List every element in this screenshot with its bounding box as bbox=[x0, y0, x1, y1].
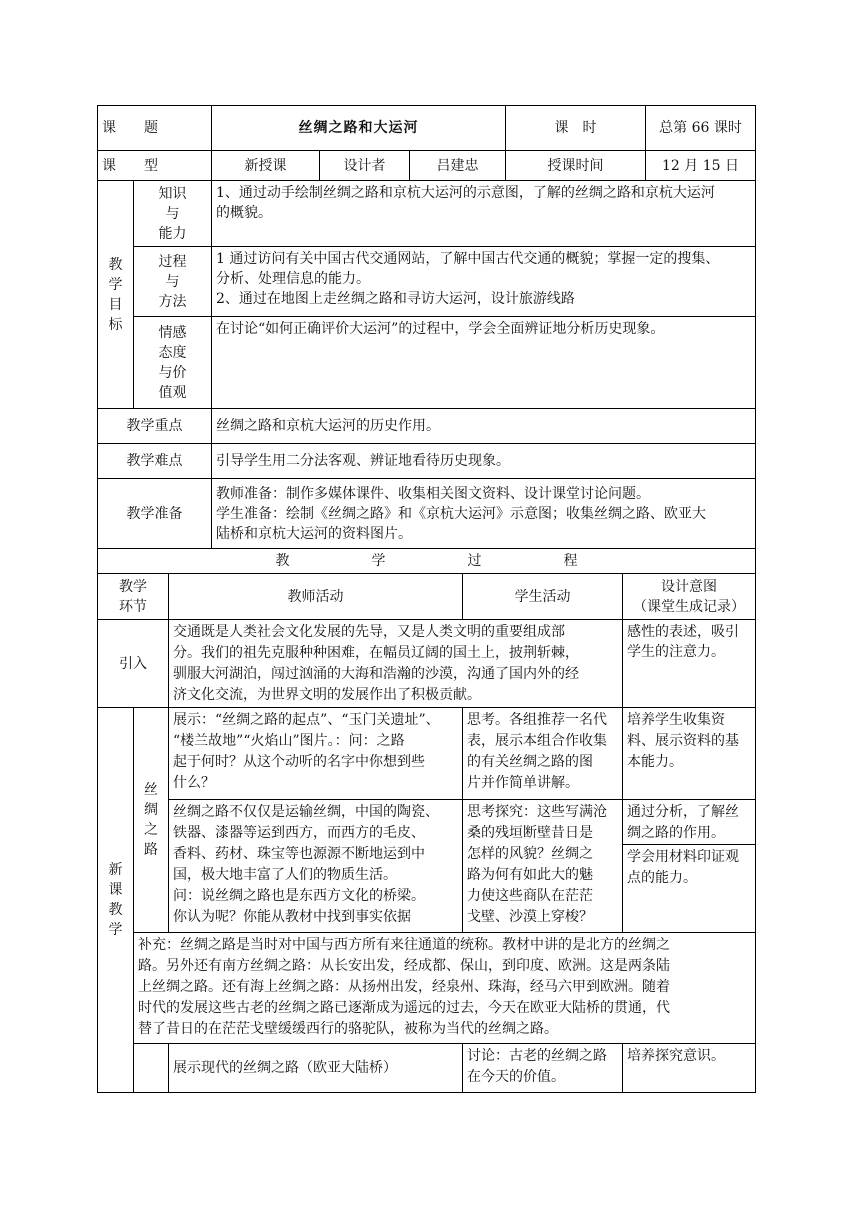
difficulties-text: 引导学生用二分法客观、辨证地看待历史现象。 bbox=[212, 444, 756, 479]
type-label: 课 型 bbox=[98, 151, 212, 181]
goal-label-knowledge: 知识 与 能力 bbox=[134, 181, 212, 247]
goal-row-process bbox=[98, 247, 756, 317]
row2-teacher-text: 丝绸之路不仅仅是运输丝绸，中国的陶瓷、 铁器、漆器等运到西方，而西方的毛皮、 香料、药材、珠宝等也源源不断地运到中 国，极大地丰富了人们的物质生活。 问：说丝绸之路也是东西方文化的桥梁。 你认为呢？你能从教材中找到事实依据 bbox=[169, 800, 463, 933]
header-row-1 bbox=[98, 106, 756, 151]
teaching-process-table bbox=[97, 573, 756, 1093]
difficulties-label: 教学难点 bbox=[98, 444, 212, 479]
date-value: 12 月 15 日 bbox=[646, 151, 756, 181]
process-column-header-row bbox=[98, 574, 756, 620]
topic-label: 课 题 bbox=[98, 106, 212, 151]
goal-text-emotion: 在讨论“如何正确评价大运河”的过程中，学会全面辨证地分析历史现象。 bbox=[212, 317, 756, 409]
key-points-row bbox=[98, 409, 756, 444]
column-intent-header: 设计意图 （课堂生成记录） bbox=[623, 574, 756, 620]
goal-text-process: 1 通过访问有关中国古代交通网站，了解中国古代交通的概貌；掌握一定的搜集、 分析、处理信息的能力。 2、通过在地图上走丝绸之路和寻访大运河，设计旅游线路 bbox=[212, 247, 756, 317]
process-heading-row bbox=[98, 549, 756, 574]
row2-intent-b-text: 学会用材料印证观 点的能力。 bbox=[623, 845, 756, 933]
column-teacher-header: 教师活动 bbox=[169, 574, 463, 620]
row2-intent-a-text: 通过分析，了解丝 绸之路的作用。 bbox=[623, 800, 756, 845]
row4-teacher-text: 展示现代的丝绸之路（欧亚大陆桥） bbox=[169, 1044, 463, 1093]
lesson-plan-top-table bbox=[97, 105, 756, 574]
intro-row bbox=[98, 620, 756, 708]
preparation-label: 教学准备 bbox=[98, 479, 212, 549]
new-lesson-row-4 bbox=[98, 1044, 756, 1093]
date-label: 授课时间 bbox=[506, 151, 646, 181]
preparation-text: 教师准备：制作多媒体课件、收集相关图文资料、设计课堂讨论问题。 学生准备：绘制《丝绸之路》和《京杭大运河》示意图；收集丝绸之路、欧亚大 陆桥和京杭大运河的资料图片。 bbox=[212, 479, 756, 549]
row1-student-text: 思考。各组推荐一名代 表，展示本组合作收集 的有关丝绸之路的图 片并作简单讲解。 bbox=[463, 708, 623, 800]
goal-row-emotion bbox=[98, 317, 756, 409]
column-student-header: 学生活动 bbox=[463, 574, 623, 620]
intro-intent-text: 感性的表述，吸引 学生的注意力。 bbox=[623, 620, 756, 708]
intro-teacher-text: 交通既是人类社会文化发展的先导，又是人类文明的重要组成部 分。我们的祖先克服种种困难，在幅员辽阔的国土上，披荆斩棘， 驯服大河湖泊，闯过汹涌的大海和浩瀚的沙漠，沟通了国内外的经 济文化交流，为世界文明的发展作出了积极贡献。 bbox=[169, 620, 623, 708]
process-heading: 教 学 过 程 bbox=[98, 549, 756, 574]
supplement-row bbox=[98, 933, 756, 1044]
designer-label: 设计者 bbox=[320, 151, 410, 181]
goal-row-knowledge bbox=[98, 181, 756, 247]
hours-label: 课 时 bbox=[506, 106, 646, 151]
header-row-2 bbox=[98, 151, 756, 181]
preparation-row bbox=[98, 479, 756, 549]
key-points-text: 丝绸之路和京杭大运河的历史作用。 bbox=[212, 409, 756, 444]
new-lesson-row-2a bbox=[98, 800, 756, 845]
hours-value: 总第 66 课时 bbox=[646, 106, 756, 151]
row1-teacher-text: 展示：“丝绸之路的起点”、“玉门关遗址”、 “楼兰故地”“火焰山”图片。：问：之路 起于何时？从这个动听的名字中你想到些 什么？ bbox=[169, 708, 463, 800]
row4-intent-text: 培养探究意识。 bbox=[623, 1044, 756, 1093]
supplement-text: 补充：丝绸之路是当时对中国与西方所有来往通道的统称。教材中讲的是北方的丝绸之 路。另外还有南方丝绸之路：从长安出发，经成都、保山，到印度、欧洲。这是两条陆 上丝绸之路。还有海上丝绸之路：从扬州出发，经泉州、珠海，经马六甲到欧洲。随着 时代的发展这些古老的丝绸之路已逐渐成为遥远的过去，今天在欧亚大陆桥的贯通，代 替了昔日的在茫茫戈壁缓缓西行的骆驼队，被称为当代的丝绸之路。 bbox=[134, 933, 756, 1044]
row4-spacer bbox=[134, 1044, 169, 1093]
key-points-label: 教学重点 bbox=[98, 409, 212, 444]
row1-intent-text: 培养学生收集资 料、展示资料的基 本能力。 bbox=[623, 708, 756, 800]
new-lesson-stage-label: 新 课 教 学 bbox=[98, 708, 134, 1093]
goal-label-process: 过程 与 方法 bbox=[134, 247, 212, 317]
silk-road-sublabel: 丝 绸 之 路 bbox=[134, 708, 169, 933]
row4-student-text: 讨论：古老的丝绸之路 在今天的价值。 bbox=[463, 1044, 623, 1093]
difficulties-row bbox=[98, 444, 756, 479]
designer-value: 吕建忠 bbox=[410, 151, 506, 181]
type-value: 新授课 bbox=[212, 151, 320, 181]
row2-student-text: 思考探究：这些写满沧 桑的残垣断壁昔日是 怎样的风貌？丝绸之 路为何有如此大的魅 力使这些商队在茫茫 戈壁、沙漠上穿梭？ bbox=[463, 800, 623, 933]
intro-stage-label: 引入 bbox=[98, 620, 169, 708]
goal-text-knowledge: 1、通过动手绘制丝绸之路和京杭大运河的示意图，了解的丝绸之路和京杭大运河 的概貌。 bbox=[212, 181, 756, 247]
goals-label: 教 学 目 标 bbox=[98, 181, 134, 409]
goal-label-emotion: 情感 态度 与价 值观 bbox=[134, 317, 212, 409]
column-stage-header: 教学 环节 bbox=[98, 574, 169, 620]
new-lesson-row-1 bbox=[98, 708, 756, 800]
page-title: 丝绸之路和大运河 bbox=[212, 106, 506, 151]
